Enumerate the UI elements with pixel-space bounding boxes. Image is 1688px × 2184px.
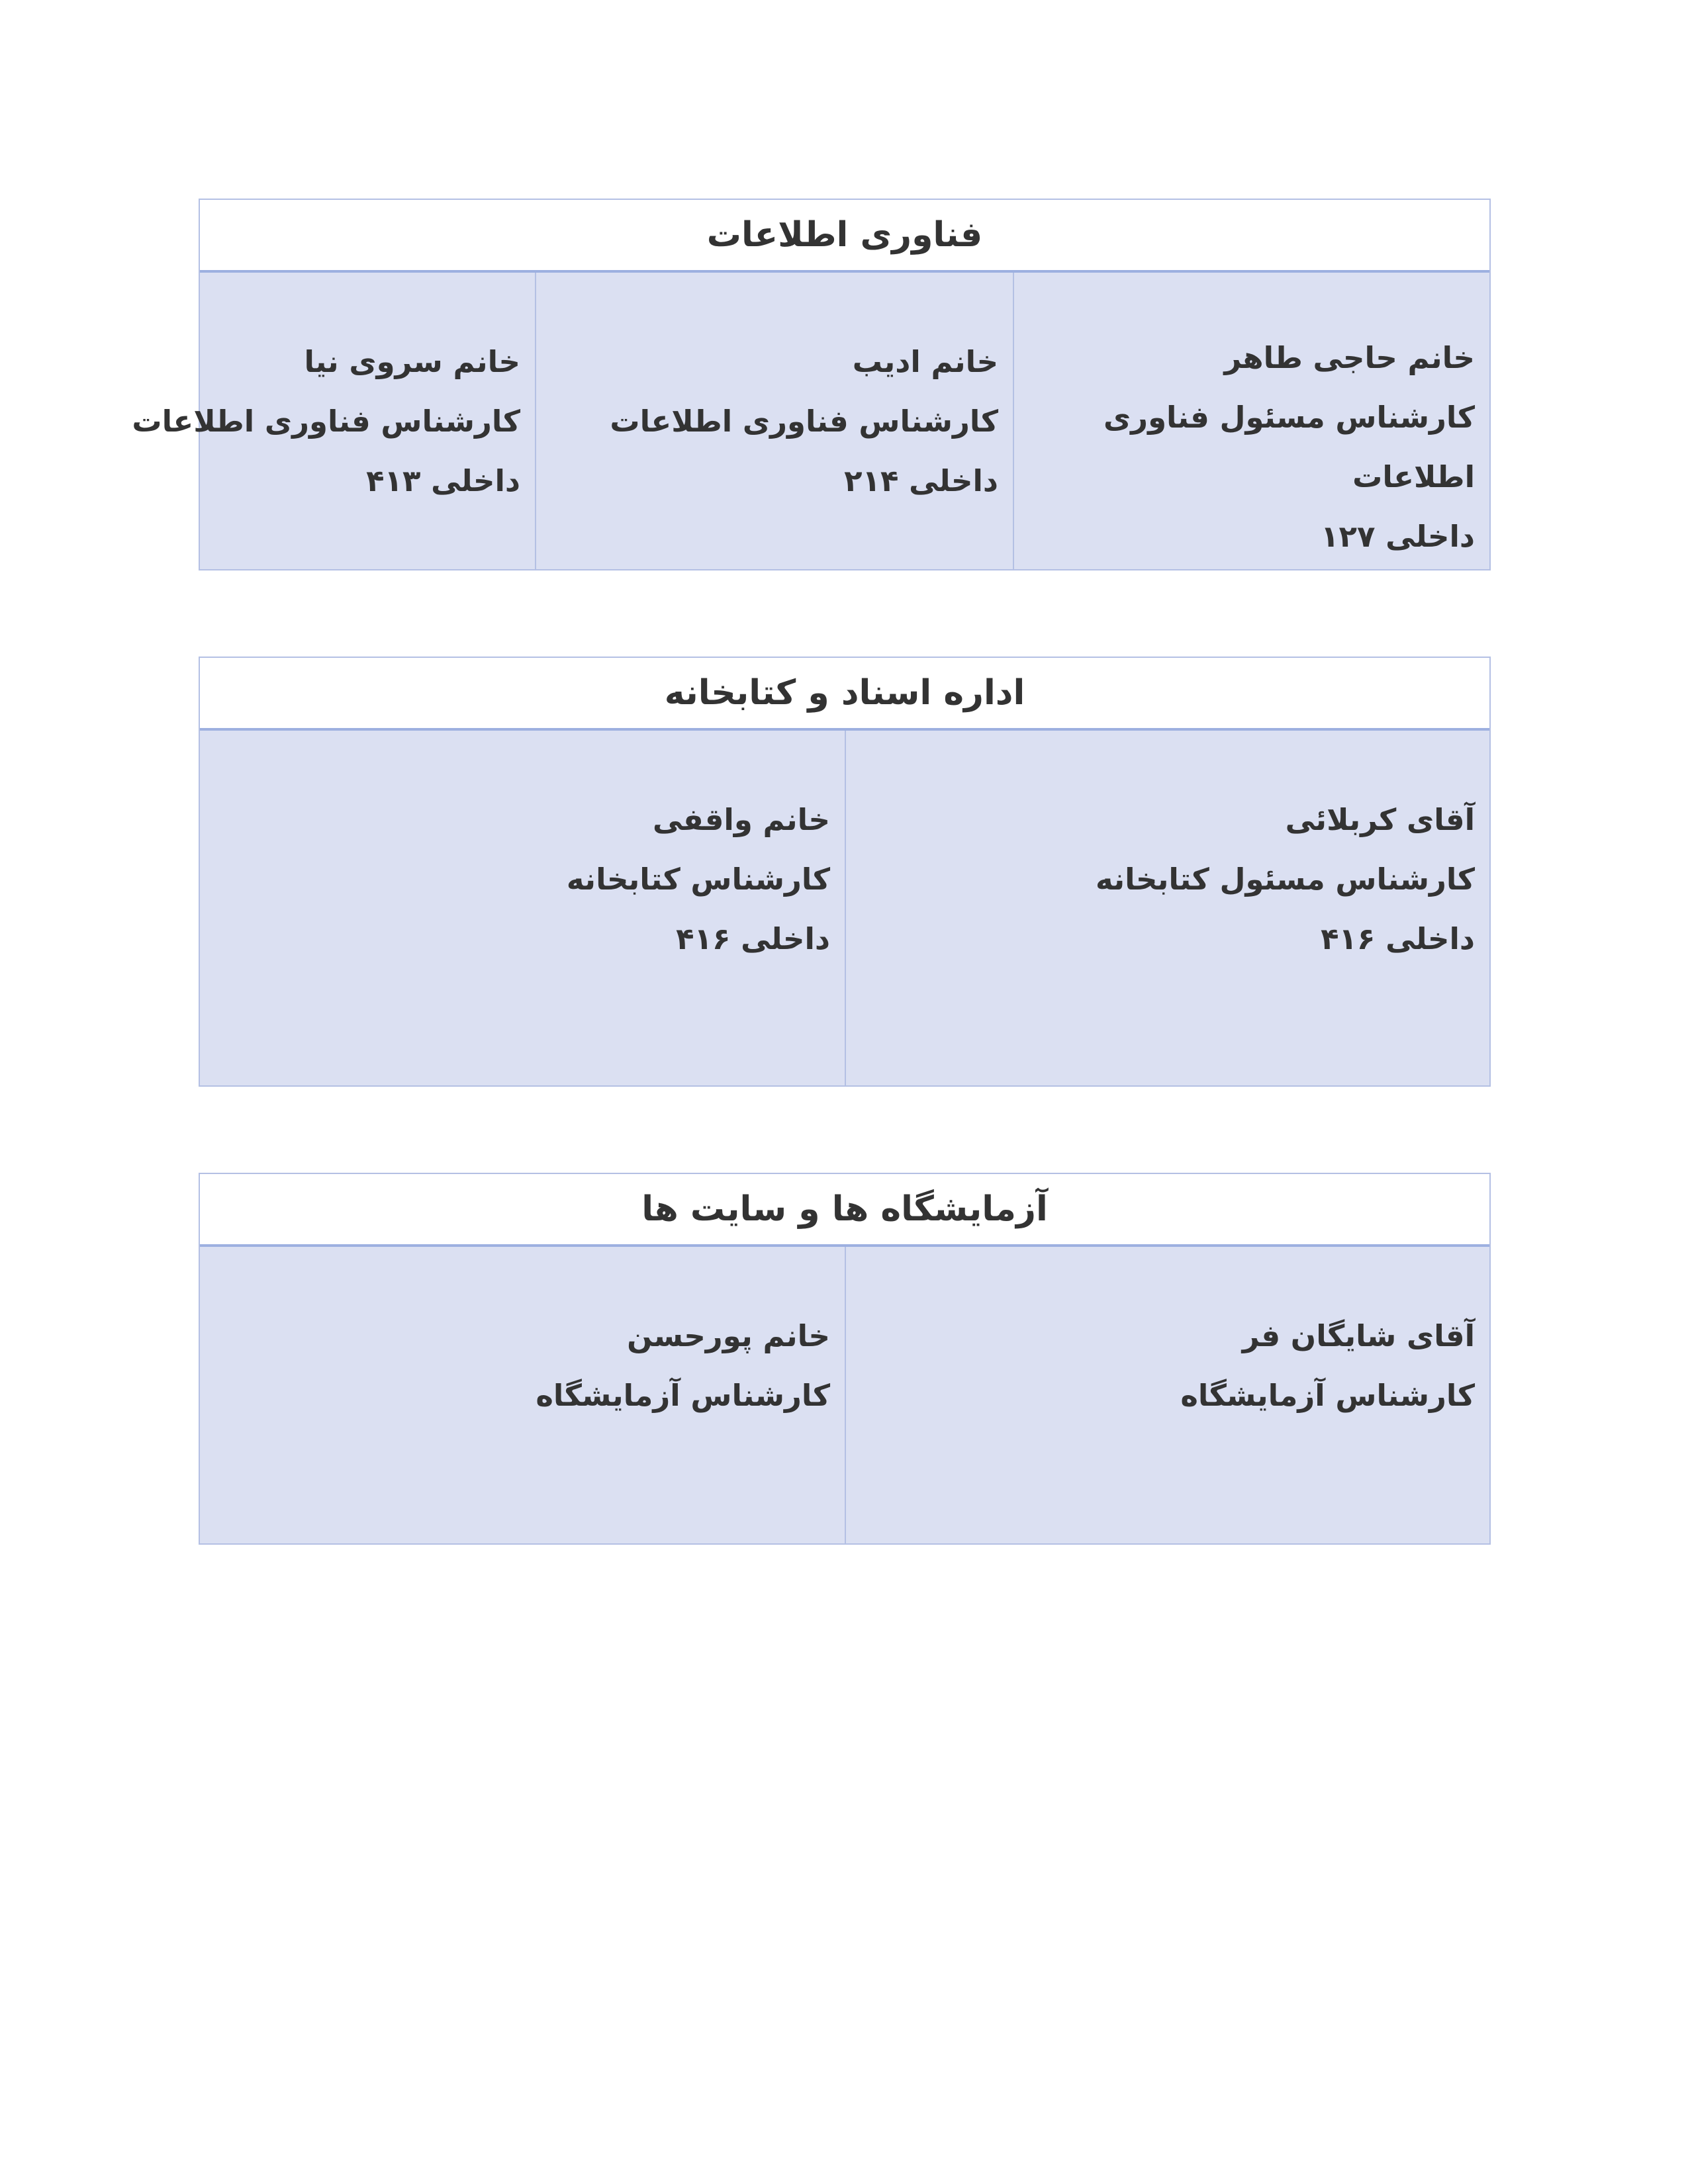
section-title: فناوری اطلاعات bbox=[200, 200, 1489, 273]
section-documents-library bbox=[199, 657, 1491, 1087]
staff-name: خانم ادیب bbox=[852, 344, 998, 379]
staff-role: کارشناس کتابخانه bbox=[566, 862, 830, 897]
staff-extension: داخلی ۴۱۳ bbox=[366, 463, 520, 498]
staff-role: کارشناس مسئول کتابخانه bbox=[1095, 862, 1475, 897]
staff-extension: داخلی ۲۱۴ bbox=[844, 463, 998, 498]
staff-name: خانم واقفی bbox=[653, 802, 830, 837]
staff-role: کارشناس آزمایشگاه bbox=[536, 1378, 830, 1413]
staff-card bbox=[132, 273, 535, 569]
staff-extension: داخلی ۱۲۷ bbox=[1321, 519, 1475, 554]
staff-card bbox=[845, 1247, 1489, 1543]
staff-name: آقای شایگان فر bbox=[1242, 1318, 1475, 1353]
section-body bbox=[200, 731, 1489, 1085]
staff-role-continued: اطلاعات bbox=[1352, 459, 1475, 494]
staff-card bbox=[1013, 273, 1489, 569]
staff-name: خانم پورحسن bbox=[627, 1318, 830, 1353]
section-body bbox=[132, 273, 1489, 569]
staff-name: خانم حاجی طاهر bbox=[1224, 340, 1475, 375]
section-body bbox=[200, 1247, 1489, 1543]
staff-card bbox=[200, 1247, 845, 1543]
section-information-technology bbox=[132, 199, 1491, 570]
staff-card bbox=[200, 731, 845, 1085]
staff-card bbox=[845, 731, 1489, 1085]
staff-name: خانم سروی نیا bbox=[304, 344, 520, 379]
section-title: اداره اسناد و کتابخانه bbox=[200, 658, 1489, 731]
staff-extension: داخلی ۴۱۶ bbox=[1321, 921, 1475, 956]
staff-name: آقای کربلائی bbox=[1285, 802, 1475, 837]
staff-role: کارشناس فناوری اطلاعات bbox=[610, 404, 998, 439]
section-labs-sites bbox=[199, 1173, 1491, 1545]
staff-extension: داخلی ۴۱۶ bbox=[676, 921, 830, 956]
section-title: آزمایشگاه ها و سایت ها bbox=[200, 1174, 1489, 1247]
staff-card bbox=[535, 273, 1013, 569]
staff-role: کارشناس فناوری اطلاعات bbox=[132, 404, 520, 439]
staff-role: کارشناس مسئول فناوری bbox=[1103, 400, 1475, 435]
staff-role: کارشناس آزمایشگاه bbox=[1180, 1378, 1475, 1413]
